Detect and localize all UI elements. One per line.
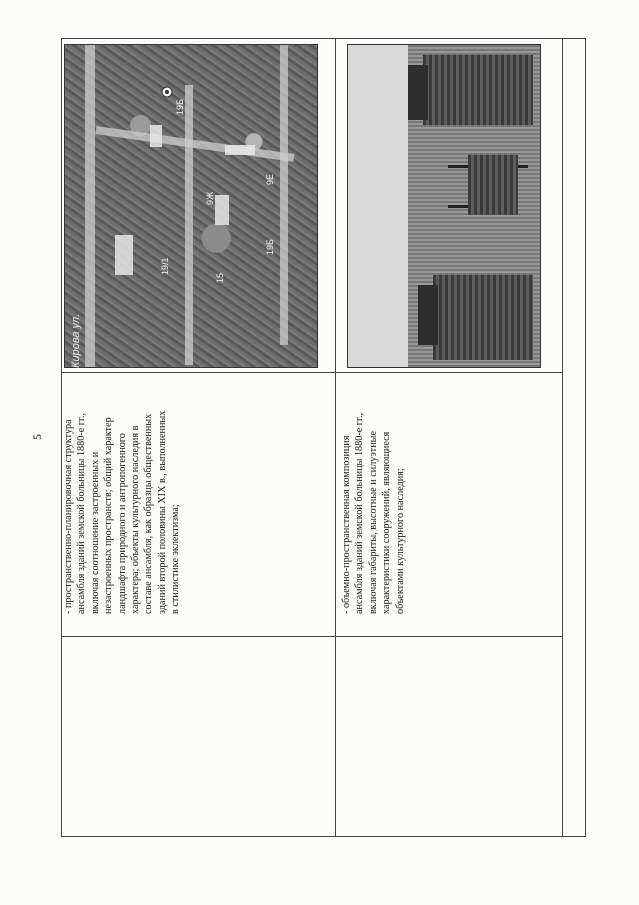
row-2-line: ансамбля зданий земской больницы 1880-е гг., bbox=[354, 412, 366, 614]
map-road bbox=[85, 45, 95, 368]
row-1-line: составе ансамбля, как образцы общественных bbox=[143, 413, 155, 614]
row-1-line: включая соотношение застроенных и bbox=[89, 451, 101, 614]
photo-building bbox=[423, 55, 533, 125]
row-1-description bbox=[62, 411, 183, 614]
column-divider-left bbox=[562, 38, 563, 837]
row-2-line: - объемно-пространственная композиция bbox=[341, 435, 352, 614]
page-number: 5 bbox=[30, 434, 44, 440]
map-building bbox=[215, 195, 229, 225]
aerial-map-image bbox=[64, 44, 318, 368]
map-label: 19/1 bbox=[160, 257, 170, 275]
map-label: 15 bbox=[215, 272, 225, 283]
row-1-line: ландшафта природного и антропогенного bbox=[116, 433, 128, 614]
row-2-description bbox=[340, 413, 407, 614]
row-1-line: - пространственно-планировочная структура bbox=[63, 419, 74, 614]
photo-building bbox=[433, 275, 533, 360]
photo-roof bbox=[408, 65, 428, 120]
map-pin-icon bbox=[160, 85, 174, 99]
row-2-line: характеристики сооружений, являющиеся bbox=[381, 431, 393, 614]
street-label: Кирова ул. bbox=[70, 313, 82, 368]
row-divider-2 bbox=[61, 636, 562, 637]
map-road bbox=[280, 45, 288, 345]
map-road bbox=[95, 126, 294, 162]
row-divider-1 bbox=[61, 372, 562, 373]
map-building bbox=[225, 145, 255, 155]
map-building bbox=[150, 125, 162, 147]
row-2-line: объектами культурного наследия; bbox=[394, 468, 406, 614]
row-1-line: характера; объекты культурного наследия в bbox=[130, 425, 142, 614]
map-label: 19Б bbox=[265, 239, 275, 255]
row-1-line: ансамбля зданий земской больницы 1880-е гг., bbox=[76, 412, 88, 614]
row-2-line: включая габариты, высотные и силуэтные bbox=[367, 430, 379, 614]
map-label: 9Ж bbox=[205, 191, 215, 205]
photo-building bbox=[468, 155, 518, 215]
map-label: 9Е bbox=[265, 173, 275, 185]
row-1-line: зданий второй половины XIX в., выполненных bbox=[156, 410, 168, 614]
map-road bbox=[185, 85, 193, 365]
street-photo-image bbox=[347, 44, 541, 368]
column-divider-image bbox=[335, 38, 336, 837]
map-building bbox=[115, 235, 133, 275]
photo-roof bbox=[418, 285, 438, 345]
row-1-line: незастроенных пространств; общий характер bbox=[103, 417, 115, 614]
map-label: 19Б bbox=[175, 99, 185, 115]
photo-sky bbox=[348, 45, 408, 368]
row-1-line: в стилистике эклектизма; bbox=[170, 504, 182, 614]
